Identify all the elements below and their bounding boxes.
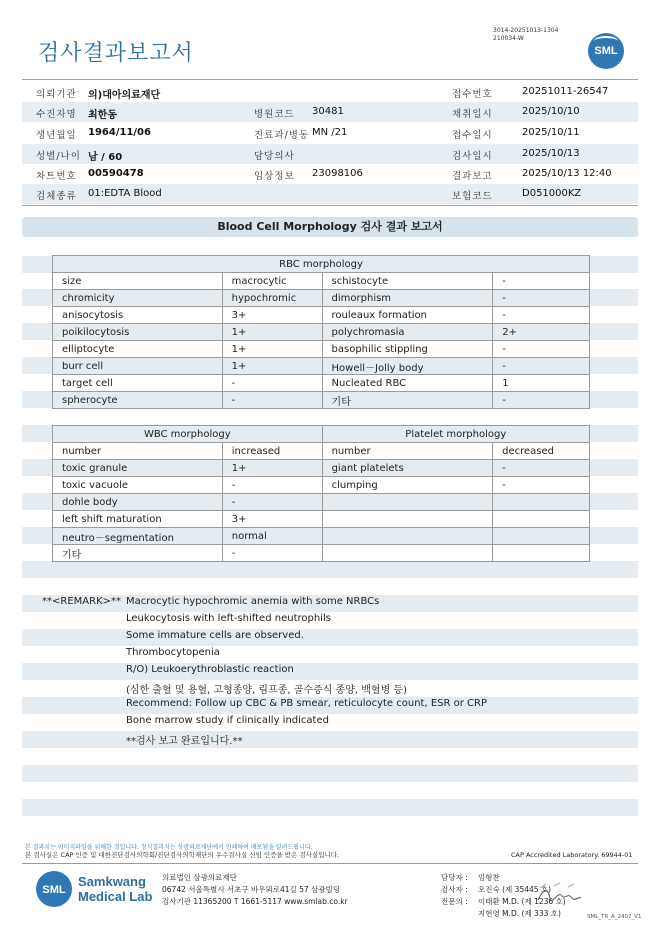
- info-label: 진료과/병동: [254, 130, 310, 141]
- rbc-value: 1: [493, 375, 590, 392]
- info-label: 접수일시: [452, 130, 493, 141]
- signer-name: 오진숙 (제 35445 호): [478, 885, 552, 894]
- sml-logo-text: SML: [594, 45, 618, 57]
- rbc-item: 기타: [322, 392, 493, 409]
- remark-line: Recommend: Follow up CBC & PB smear, reticulocyte count, ESR or CRP: [126, 698, 487, 709]
- wbc-platelet-value: -: [493, 477, 590, 494]
- rbc-value: 2+: [493, 324, 590, 341]
- brand-name-line-2: Medical Lab: [78, 889, 153, 904]
- rbc-row: [53, 375, 590, 392]
- rbc-header: RBC morphology: [53, 256, 590, 273]
- wbc-platelet-row: [53, 511, 590, 528]
- rbc-row: [53, 392, 590, 409]
- rbc-row: [53, 324, 590, 341]
- wbc-platelet-row: [53, 460, 590, 477]
- wbc-platelet-item: dohle body: [53, 494, 223, 511]
- rbc-morphology-table: [52, 255, 590, 409]
- rbc-value: -: [493, 341, 590, 358]
- remark-line: R/O) Leukoerythroblastic reaction: [126, 664, 294, 675]
- info-label: 성별/나이: [36, 151, 81, 162]
- rbc-item: chromicity: [53, 290, 223, 307]
- row-stripe: [22, 799, 638, 816]
- info-row: [22, 184, 638, 204]
- wbc-platelet-item: 기타: [53, 545, 223, 562]
- wbc-platelet-item: [322, 511, 493, 528]
- signer-label: 전문의 :: [441, 897, 468, 906]
- organization-contact: 검사기관 11365200 T 1661-5117 www.smlab.co.kr: [162, 897, 348, 906]
- rbc-item: elliptocyte: [53, 341, 223, 358]
- handwritten-signature: [534, 880, 584, 908]
- row-stripe: [22, 629, 638, 646]
- rbc-item: burr cell: [53, 358, 223, 375]
- wbc-platelet-value: -: [222, 477, 322, 494]
- info-label: 검사일시: [452, 151, 493, 162]
- wbc-platelet-value: [493, 528, 590, 545]
- wbc-platelet-item: left shift maturation: [53, 511, 223, 528]
- wbc-platelet-item: toxic granule: [53, 460, 223, 477]
- rbc-value: -: [222, 375, 322, 392]
- rbc-value: 1+: [222, 358, 322, 375]
- info-row: [22, 144, 638, 164]
- wbc-platelet-item: number: [322, 443, 493, 460]
- rbc-item: rouleaux formation: [322, 307, 493, 324]
- info-bottom-rule: [22, 205, 638, 206]
- wbc-platelet-table: [52, 425, 590, 562]
- signer-name: 지현영 M.D. (제 333 호): [478, 909, 561, 918]
- wbc-platelet-value: 1+: [222, 460, 322, 477]
- wbc-platelet-item: [322, 494, 493, 511]
- info-label: 보험코드: [452, 191, 493, 202]
- rbc-value: -: [493, 273, 590, 290]
- rbc-value: 1+: [222, 341, 322, 358]
- wbc-platelet-row: [53, 545, 590, 562]
- info-value: 2025/10/10: [522, 106, 580, 117]
- rbc-item: schistocyte: [322, 273, 493, 290]
- info-value: 2025/10/11: [522, 127, 580, 138]
- footer-rule: [22, 863, 638, 864]
- organization-address: 06742 서울특별시 서초구 바우뫼로41길 57 삼광빌딩: [162, 885, 341, 894]
- wbc-platelet-item: number: [53, 443, 223, 460]
- sml-logo: [588, 33, 624, 69]
- rbc-item: polychromasia: [322, 324, 493, 341]
- info-label: 임상정보: [254, 171, 295, 182]
- rbc-value: 3+: [222, 307, 322, 324]
- rbc-item: spherocyte: [53, 392, 223, 409]
- info-label: 결과보고: [452, 171, 493, 182]
- wbc-platelet-item: toxic vacuole: [53, 477, 223, 494]
- info-row: [22, 123, 638, 143]
- rbc-row: [53, 290, 590, 307]
- wbc-platelet-value: -: [222, 494, 322, 511]
- rbc-value: hypochromic: [222, 290, 322, 307]
- info-row: [22, 82, 638, 102]
- remark-line: **검사 보고 완료입니다.**: [126, 736, 243, 747]
- rbc-header-row: [53, 256, 590, 273]
- rbc-item: target cell: [53, 375, 223, 392]
- info-label: 수진자명: [36, 109, 77, 120]
- info-label: 검체종류: [36, 191, 77, 202]
- wbc-platelet-value: normal: [222, 528, 322, 545]
- rbc-item: Nucleated RBC: [322, 375, 493, 392]
- rbc-item: anisocytosis: [53, 307, 223, 324]
- remark-line: Bone marrow study if clinically indicated: [126, 715, 329, 726]
- info-label: 차트번호: [36, 171, 77, 182]
- info-value: 남 / 60: [88, 152, 123, 163]
- wbc-platelet-value: increased: [222, 443, 322, 460]
- wbc-platelet-item: neutro－segmentation: [53, 528, 223, 545]
- info-value: 01:EDTA Blood: [88, 188, 162, 199]
- row-stripe: [22, 731, 638, 748]
- rbc-value: -: [493, 307, 590, 324]
- wbc-platelet-value: -: [222, 545, 322, 562]
- signer-name: 이태환 M.D. (제 1236 호): [478, 897, 566, 906]
- document-code-line-1: 3014-20251013-1304: [493, 27, 559, 34]
- wbc-platelet-item: clumping: [322, 477, 493, 494]
- rbc-row: [53, 341, 590, 358]
- info-label: 생년월일: [36, 130, 77, 141]
- rbc-value: -: [493, 392, 590, 409]
- remark-tag: **<REMARK>**: [42, 596, 121, 607]
- page-title: 검사결과보고서: [38, 41, 194, 66]
- info-value: 20251011-26547: [522, 86, 609, 97]
- info-value: D051000KZ: [522, 188, 582, 199]
- row-stripe: [22, 663, 638, 680]
- info-value: 2025/10/13 12:40: [522, 168, 612, 179]
- document-code: [493, 27, 558, 43]
- info-label: 의뢰기관: [36, 89, 77, 100]
- brand-name-line-1: Samkwang: [78, 874, 146, 889]
- footer-notice: 본 결과지는 이미지파일을 위해한 것입니다. 정식결과지는 상광의료재단에서 인쇄하여 배포됨을 알려드립니다.: [25, 844, 313, 851]
- form-code: SML_TR_A_2407_V1: [587, 914, 642, 920]
- info-label: 접수번호: [452, 89, 493, 100]
- wbc-platelet-value: decreased: [493, 443, 590, 460]
- info-value: 23098106: [312, 168, 363, 179]
- report-title: Blood Cell Morphology 검사 결과 보고서: [22, 217, 638, 237]
- info-row: [22, 164, 638, 184]
- info-value: 2025/10/13: [522, 148, 580, 159]
- signer-label: 검사자 :: [441, 885, 468, 894]
- info-value: 30481: [312, 106, 344, 117]
- remark-line: Leukocytosis with left-shifted neutrophils: [126, 613, 331, 624]
- row-stripe: [22, 765, 638, 782]
- footer-certification: 본 검사실은 CAP 인증 및 대한진단검사의학회/진단검사의학재단의 우수검사실 신임 인증을 받은 검사실입니다.: [25, 851, 340, 859]
- rbc-item: Howell－Jolly body: [322, 358, 493, 375]
- row-stripe: [22, 561, 638, 578]
- info-value: 최한동: [88, 110, 117, 121]
- info-top-rule: [22, 79, 638, 80]
- brand-name: [78, 874, 152, 904]
- wbc-platelet-item: [322, 545, 493, 562]
- info-label: 병원코드: [254, 109, 295, 120]
- rbc-row: [53, 273, 590, 290]
- rbc-row: [53, 358, 590, 375]
- wbc-platelet-value: [493, 494, 590, 511]
- info-value: 의)대아의료재단: [88, 90, 161, 101]
- wbc-platelet-row: [53, 443, 590, 460]
- wbc-platelet-row: [53, 477, 590, 494]
- rbc-value: -: [493, 358, 590, 375]
- wbc-header: WBC morphology: [53, 426, 323, 443]
- info-label: 채취일시: [452, 109, 493, 120]
- wbc-platelet-value: -: [493, 460, 590, 477]
- sml-footer-logo: SML: [36, 871, 72, 907]
- remark-line: Thrombocytopenia: [126, 647, 220, 658]
- rbc-item: poikilocytosis: [53, 324, 223, 341]
- remark-line: Some immature cells are observed.: [126, 630, 304, 641]
- rbc-item: dimorphism: [322, 290, 493, 307]
- remark-line: Macrocytic hypochromic anemia with some NRBCs: [126, 596, 380, 607]
- organization-name: 의료법인 삼광의료재단: [162, 873, 237, 882]
- cap-accreditation: CAP Accredited Laboratory. 69944-01: [511, 851, 633, 859]
- info-value: 1964/11/06: [88, 127, 151, 138]
- wbc-platelet-value: [493, 511, 590, 528]
- signer-name: 임형찬: [478, 873, 500, 882]
- rbc-row: [53, 307, 590, 324]
- rbc-item: basophilic stippling: [322, 341, 493, 358]
- platelet-header: Platelet morphology: [322, 426, 589, 443]
- signer-label: 담당자 :: [441, 873, 468, 882]
- rbc-value: -: [493, 290, 590, 307]
- info-value: 00590478: [88, 168, 144, 179]
- rbc-item: size: [53, 273, 223, 290]
- info-value: MN /21: [312, 127, 348, 138]
- rbc-value: -: [222, 392, 322, 409]
- info-row: [22, 102, 638, 122]
- wbc-platelet-item: giant platelets: [322, 460, 493, 477]
- wbc-platelet-value: 3+: [222, 511, 322, 528]
- wbc-platelet-value: [493, 545, 590, 562]
- wbc-platelet-header-row: [53, 426, 590, 443]
- wbc-platelet-row: [53, 494, 590, 511]
- document-code-line-2: 210034-W: [493, 35, 524, 42]
- rbc-value: macrocytic: [222, 273, 322, 290]
- wbc-platelet-item: [322, 528, 493, 545]
- remark-line: (심한 출혈 및 용혈, 고형종양, 림프종, 골수증식 종양, 백혈병 등): [126, 685, 407, 696]
- info-label: 담당의사: [254, 151, 295, 162]
- rbc-value: 1+: [222, 324, 322, 341]
- wbc-platelet-row: [53, 528, 590, 545]
